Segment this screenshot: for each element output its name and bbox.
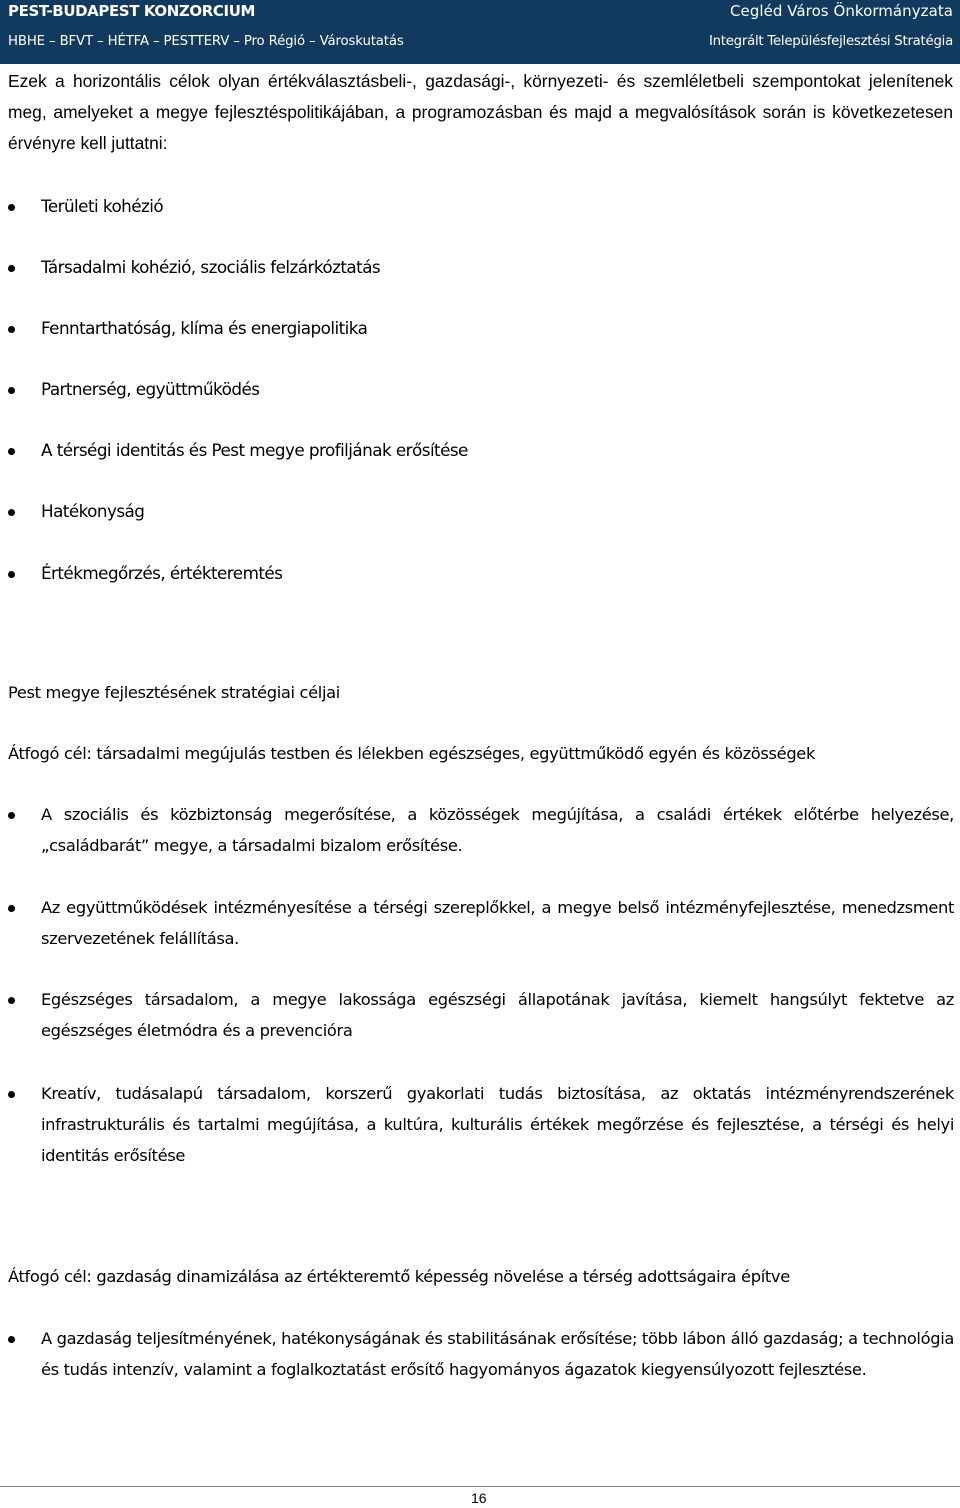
consortium-members: HBHE – BFVT – HÉTFA – PESTTERV – Pro Régió – Városkutatás	[8, 34, 404, 49]
strategic-goals-heading: Pest megye fejlesztésének stratégiai céljai	[8, 683, 340, 702]
footer-divider	[0, 1486, 960, 1487]
bullet-icon	[8, 997, 15, 1004]
horizontal-goal-text: Hatékonyság	[41, 501, 145, 521]
horizontal-goal-text: Fenntarthatóság, klíma és energiapolitika	[41, 318, 368, 338]
bullet-icon	[8, 448, 15, 455]
bullet-icon	[8, 387, 15, 394]
horizontal-goal-text: A térségi identitás és Pest megye profiljának erősítése	[41, 440, 468, 460]
goal1-item-text: Egészséges társadalom, a megye lakossága egészségi állapotának javítása, kiemelt hangsúlyt fektetve az egészséges életmódra és a prevencióra	[41, 990, 954, 1040]
horizontal-goal-text: Értékmegőrzés, értékteremtés	[41, 563, 283, 583]
page-number: 16	[471, 1490, 487, 1506]
goal1-item-text: Kreatív, tudásalapú társadalom, korszerű gyakorlati tudás biztosítása, az oktatás intézményrendszerének infrastrukturális és tartalmi megújítása, a kultúra, kulturális értékek megőrzése és fejlesztése, a térségi és helyi identitás erősítése	[41, 1084, 954, 1165]
municipality-name: Cegléd Város Önkormányzata	[730, 2, 953, 20]
consortium-name: PEST-BUDAPEST KONZORCIUM	[8, 2, 255, 20]
goal2-item-text: A gazdaság teljesítményének, hatékonyságának és stabilitásának erősítése; több lábon álló gazdaság; a technológia és tudás intenzív, valamint a foglalkoztatást erősítő hagyományos ágazatok kiegyensúlyozott fejlesztése.	[41, 1329, 954, 1379]
bullet-icon	[8, 509, 15, 516]
horizontal-goal-text: Területi kohézió	[41, 196, 164, 216]
bullet-icon	[8, 1336, 15, 1343]
bullet-icon	[8, 265, 15, 272]
bullet-icon	[8, 571, 15, 578]
document-title: Integrált Településfejlesztési Stratégia	[708, 34, 953, 49]
bullet-icon	[8, 1091, 15, 1098]
intro-paragraph: Ezek a horizontális célok olyan értékválasztásbeli-, gazdasági-, környezeti- és szemléletbeli szempontokat jelenítenek meg, amelyeket a megye fejlesztéspolitikájában, a programozásban és majd a megvalósítások során is következetesen érvényre kell juttatni:	[8, 71, 953, 153]
goal1-item-text: A szociális és közbiztonság megerősítése, a közösségek megújítása, a családi értékek előtérbe helyezése, „családbarát” megye, a társadalmi bizalom erősítése.	[41, 805, 954, 855]
bullet-icon	[8, 812, 15, 819]
bullet-icon	[8, 326, 15, 333]
bullet-icon	[8, 905, 15, 912]
page-header	[0, 0, 960, 64]
horizontal-goal-text: Társadalmi kohézió, szociális felzárkóztatás	[41, 257, 381, 277]
bullet-icon	[8, 204, 15, 211]
horizontal-goal-text: Partnerség, együttműködés	[41, 379, 260, 399]
goal2-title: Átfogó cél: gazdaság dinamizálása az értékteremtő képesség növelése a térség adottságaira építve	[8, 1267, 790, 1286]
goal1-title: Átfogó cél: társadalmi megújulás testben és lélekben egészséges, együttműködő egyén és közösségek	[8, 744, 816, 763]
goal1-item-text: Az együttműködések intézményesítése a térségi szereplőkkel, a megye belső intézményfejlesztése, menedzsment szervezetének felállítása.	[41, 898, 954, 948]
